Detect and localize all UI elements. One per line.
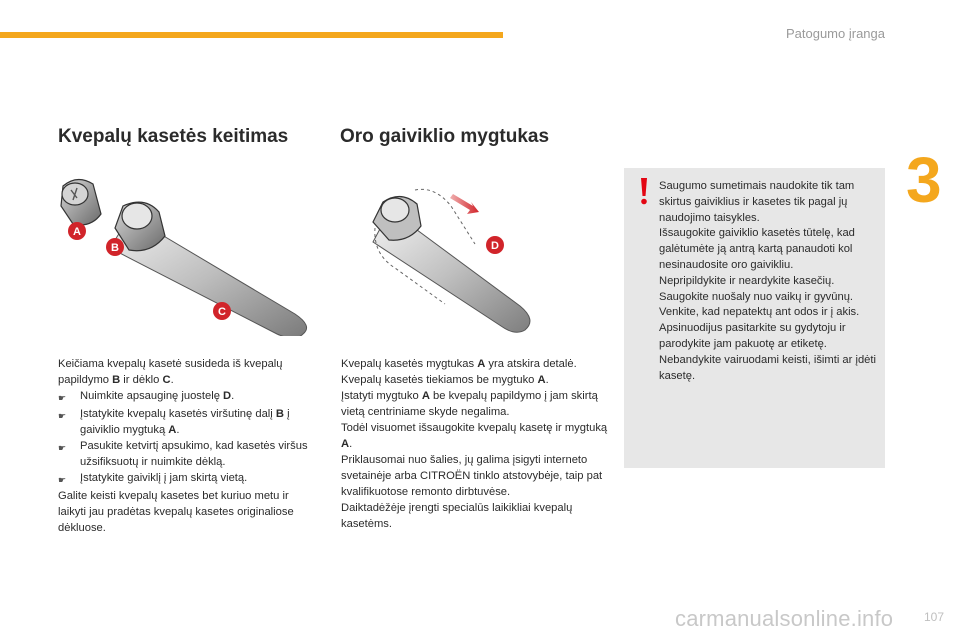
left-heading: Kvepalų kasetės keitimas (58, 126, 289, 147)
list-item: ☛ Įstatykite kvepalų kasetės viršutinę dalį B į gaiviklio mygtuką A. (58, 408, 290, 436)
marker-b (106, 238, 124, 256)
bullet-icon: ☛ (58, 411, 67, 421)
bullet-icon: ☛ (58, 443, 67, 453)
marker-a (68, 222, 86, 240)
warning-box (624, 168, 885, 468)
marker-c (213, 302, 231, 320)
left-outro: Galite keisti kvepalų kasetes bet kuriuo metu ir laikyti jau pradėtas kvepalų kasetes originaliose dėkluose. (58, 490, 294, 534)
warning-line: Nebandykite vairuodami keisti, išimti ar įdėti kasetę. (659, 353, 876, 382)
exclamation-icon (638, 176, 650, 206)
warning-line: Apsinuodijus pasitarkite su gydytoju ir parodykite jam pakuotę ar etiketę. (659, 322, 846, 350)
warning-line: Venkite, kad nepatektų ant odos ir į akis. (659, 306, 860, 319)
list-item: ☛ Pasukite ketvirtį apsukimo, kad kasetės viršus užsifiksuotų ir nuimkite dėklą. (58, 440, 308, 468)
page-number: 107 (923, 610, 944, 624)
middle-text (341, 356, 611, 532)
paragraph: Kvepalų kasetės tiekiamos be mygtuko A. (341, 374, 549, 386)
marker-d (486, 236, 504, 254)
svg-text:D: D (491, 240, 499, 252)
left-text (58, 356, 318, 536)
section-title: Patogumo įranga (785, 26, 885, 41)
bullet-icon: ☛ (58, 393, 67, 403)
paragraph: Kvepalų kasetės mygtukas A yra atskira detalė. (341, 358, 577, 370)
warning-line: Saugumo sumetimais naudokite tik tam skirtus gaiviklius ir kasetes tik pagal jų naudojimo taisykles. (659, 180, 855, 224)
svg-text:C: C (218, 306, 226, 318)
list-item: ☛ Nuimkite apsauginę juostelę D. (58, 388, 318, 406)
warning-line: Nepripildykite ir neardykite kasečių. (659, 274, 835, 287)
warning-line: Išsaugokite gaiviklio kasetės tūtelę, kad galėtumėte ją antrą kartą panaudoti kol nesinaudosite oro gaivikliu. (659, 227, 855, 271)
chapter-number: 3 (906, 144, 942, 216)
svg-text:A: A (73, 226, 81, 238)
warning-text (659, 179, 877, 384)
left-intro: Keičiama kvepalų kasetė susideda iš kvepalų papildymo B ir dėklo C. (58, 358, 283, 386)
cartridge-illustration (55, 176, 325, 336)
paragraph: Įstatyti mygtuko A be kvepalų papildymo į jam skirtą vietą centriniame skyde negalima. (341, 390, 598, 418)
watermark: carmanualsonline.info (675, 606, 894, 631)
svg-text:B: B (111, 242, 119, 254)
middle-heading: Oro gaiviklio mygtukas (340, 126, 550, 147)
paragraph: Todėl visuomet išsaugokite kvepalų kasetę ir mygtuką A. (341, 422, 608, 450)
bullet-icon: ☛ (58, 475, 67, 485)
list-item: ☛ Įstatykite gaiviklį į jam skirtą vietą. (58, 470, 318, 488)
top-accent-bar (0, 32, 503, 38)
button-illustration (355, 184, 540, 334)
warning-line: Saugokite nuošaly nuo vaikų ir gyvūnų. (659, 290, 854, 303)
paragraph: Daiktadėžėje įrengti specialūs laikikliai kvepalų kasetėms. (341, 502, 573, 530)
paragraph: Priklausomai nuo šalies, jų galima įsigyti interneto svetainėje arba CITROËN tinklo atstovybėje, taip pat kvalifikuotose remonto dirbtuvėse. (341, 454, 603, 498)
